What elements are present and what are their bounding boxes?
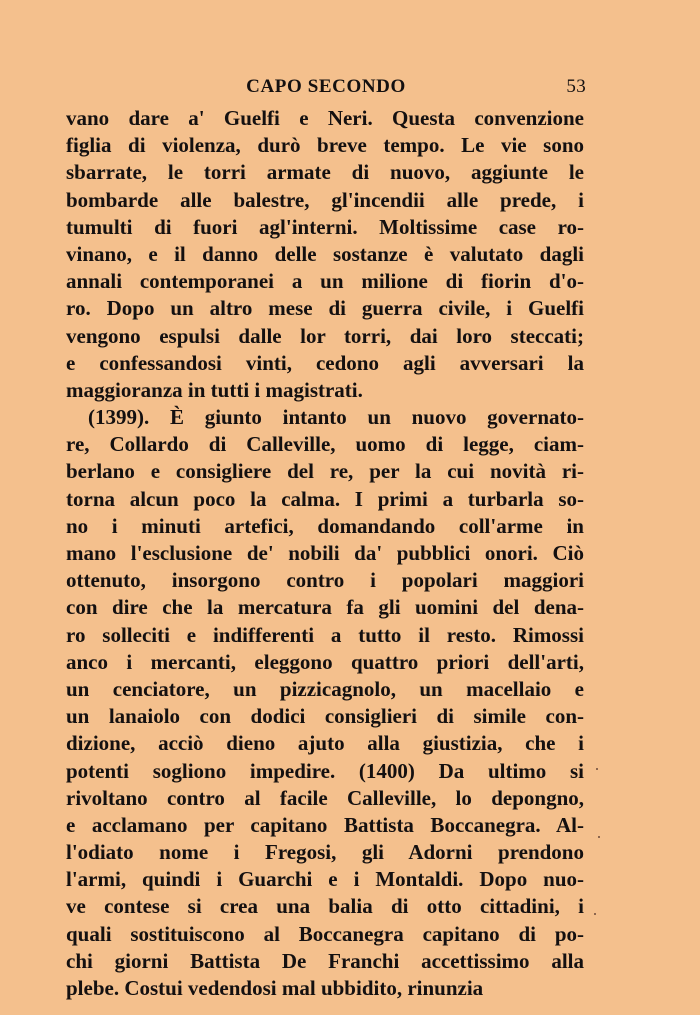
text-line: re, Collardo di Calleville, uomo di legge, ciam- <box>66 432 584 457</box>
text-line: dizione, acciò dieno ajuto alla giustizia, che i <box>66 731 584 756</box>
text-line: potenti sogliono impedire. (1400) Da ultimo si <box>66 758 584 783</box>
text-line: un cenciatore, un pizzicagnolo, un macellaio e <box>66 676 584 701</box>
paragraph-start-line: (1399). È giunto intanto un nuovo governato- <box>88 405 584 430</box>
text-line: ro. Dopo un altro mese di guerra civile, i Guelfi <box>66 296 584 321</box>
text-line: mano l'esclusione de' nobili da' pubblici onori. Ciò <box>66 541 584 565</box>
text-line: un lanaiolo con dodici consiglieri di simile con- <box>66 704 584 729</box>
text-line: sbarrate, le torri armate di nuovo, aggiunte le <box>66 160 584 185</box>
text-line: torna alcun poco la calma. I primi a turbarla so- <box>66 486 584 511</box>
page-number: 53 <box>566 76 586 97</box>
text-line: annali contemporanei a un milione di fiorin d'o- <box>66 269 584 294</box>
text-line: l'armi, quindi i Guarchi e i Montaldi. Dopo nuo- <box>66 867 584 892</box>
running-head <box>66 76 586 104</box>
text-line: rivoltano contro al facile Calleville, lo depongno, <box>66 785 584 810</box>
text-line: con dire che la mercatura fa gli uomini del dena- <box>66 595 584 620</box>
text-line: quali sostituiscono al Boccanegra capitano di po- <box>66 921 584 946</box>
body-text <box>66 105 584 1002</box>
text-line: e acclamano per capitano Battista Boccanegra. Al- <box>66 812 584 837</box>
text-line: vinano, e il danno delle sostanze è valutato dagli <box>66 241 584 266</box>
text-line: bombarde alle balestre, gl'incendii alle prede, i <box>66 187 584 212</box>
text-line: chi giorni Battista De Franchi accettissimo alla <box>66 948 584 973</box>
text-line: ro solleciti e indifferenti a tutto il resto. Rimossi <box>66 622 584 647</box>
chapter-title: CAPO SECONDO <box>246 76 406 97</box>
text-line: plebe. Costui vedendosi mal ubbidito, rinunzia <box>66 976 484 1000</box>
text-line: vano dare a' Guelfi e Neri. Questa convenzione <box>66 106 584 130</box>
text-line: tumulti di fuori agl'interni. Moltissime case ro- <box>66 214 584 239</box>
ink-speck <box>594 913 596 915</box>
text-line: e confessandosi vinti, cedono agli avversari la <box>66 350 584 375</box>
ink-speck <box>596 768 598 770</box>
text-line: l'odiato nome i Fregosi, gli Adorni prendono <box>66 840 584 865</box>
text-line: anco i mercanti, eleggono quattro priori dell'arti, <box>66 649 584 674</box>
text-line: berlano e consigliere del re, per la cui novità ri- <box>66 459 584 484</box>
text-line: figlia di violenza, durò breve tempo. Le vie sono <box>66 133 584 158</box>
text-line: ve contese si crea una balia di otto cittadini, i <box>66 894 584 919</box>
paragraph-end-line: maggioranza in tutti i magistrati. <box>66 377 363 402</box>
text-line: ottenuto, insorgono contro i popolari maggiori <box>66 568 584 593</box>
text-line: no i minuti artefici, domandando coll'arme in <box>66 513 584 538</box>
text-line: vengono espulsi dalle lor torri, dai loro steccati; <box>66 323 584 348</box>
ink-speck <box>598 836 600 838</box>
